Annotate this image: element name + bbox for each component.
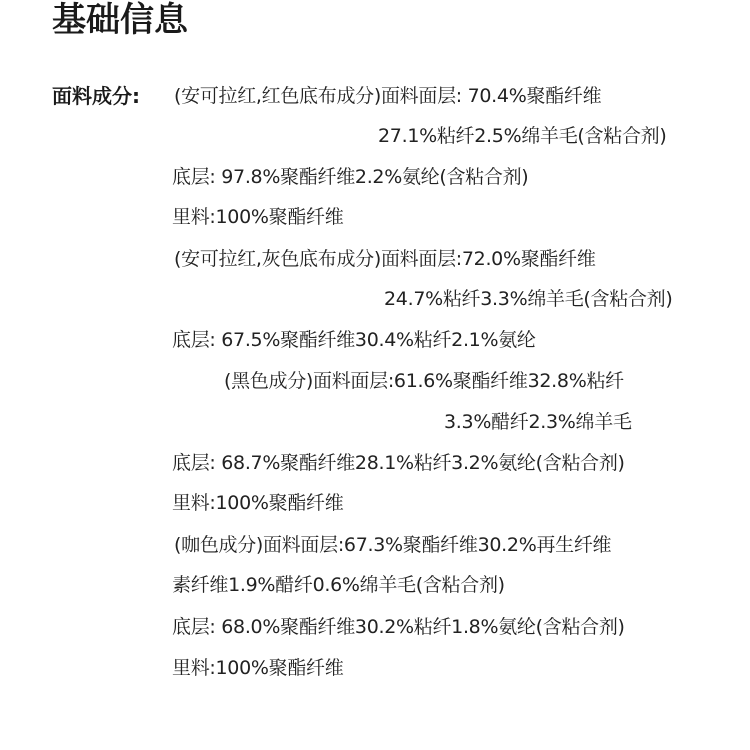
composition-line-grey-face-cont: 24.7%粘纤3.3%绵羊毛(含粘合剂) [384, 288, 673, 310]
composition-line-red-base: 底层: 97.8%聚酯纤维2.2%氨纶(含粘合剂) [172, 166, 529, 188]
composition-line-brown-face-cont: 素纤维1.9%醋纤0.6%绵羊毛(含粘合剂) [172, 574, 505, 596]
composition-line-brown-header: (咖色成分)面料面层:67.3%聚酯纤维30.2%再生纤维 [174, 534, 612, 556]
section-title: 基础信息 [52, 0, 188, 40]
composition-line-red-face-cont: 27.1%粘纤2.5%绵羊毛(含粘合剂) [378, 125, 667, 147]
composition-line-red-lining: 里料:100%聚酯纤维 [172, 206, 344, 228]
composition-line-black-lining: 里料:100%聚酯纤维 [172, 492, 344, 514]
composition-line-black-header: (黑色成分)面料面层:61.6%聚酯纤维32.8%粘纤 [224, 370, 624, 392]
fabric-composition-label: 面料成分: [52, 84, 140, 108]
composition-line-red-header: (安可拉红,红色底布成分)面料面层: 70.4%聚酯纤维 [174, 85, 602, 107]
composition-line-black-base: 底层: 68.7%聚酯纤维28.1%粘纤3.2%氨纶(含粘合剂) [172, 452, 625, 474]
composition-line-brown-base: 底层: 68.0%聚酯纤维30.2%粘纤1.8%氨纶(含粘合剂) [172, 616, 625, 638]
composition-line-grey-base: 底层: 67.5%聚酯纤维30.4%粘纤2.1%氨纶 [172, 329, 536, 351]
composition-line-grey-header: (安可拉红,灰色底布成分)面料面层:72.0%聚酯纤维 [174, 248, 596, 270]
composition-line-brown-lining: 里料:100%聚酯纤维 [172, 657, 344, 679]
composition-line-black-face-cont: 3.3%醋纤2.3%绵羊毛 [444, 411, 632, 433]
